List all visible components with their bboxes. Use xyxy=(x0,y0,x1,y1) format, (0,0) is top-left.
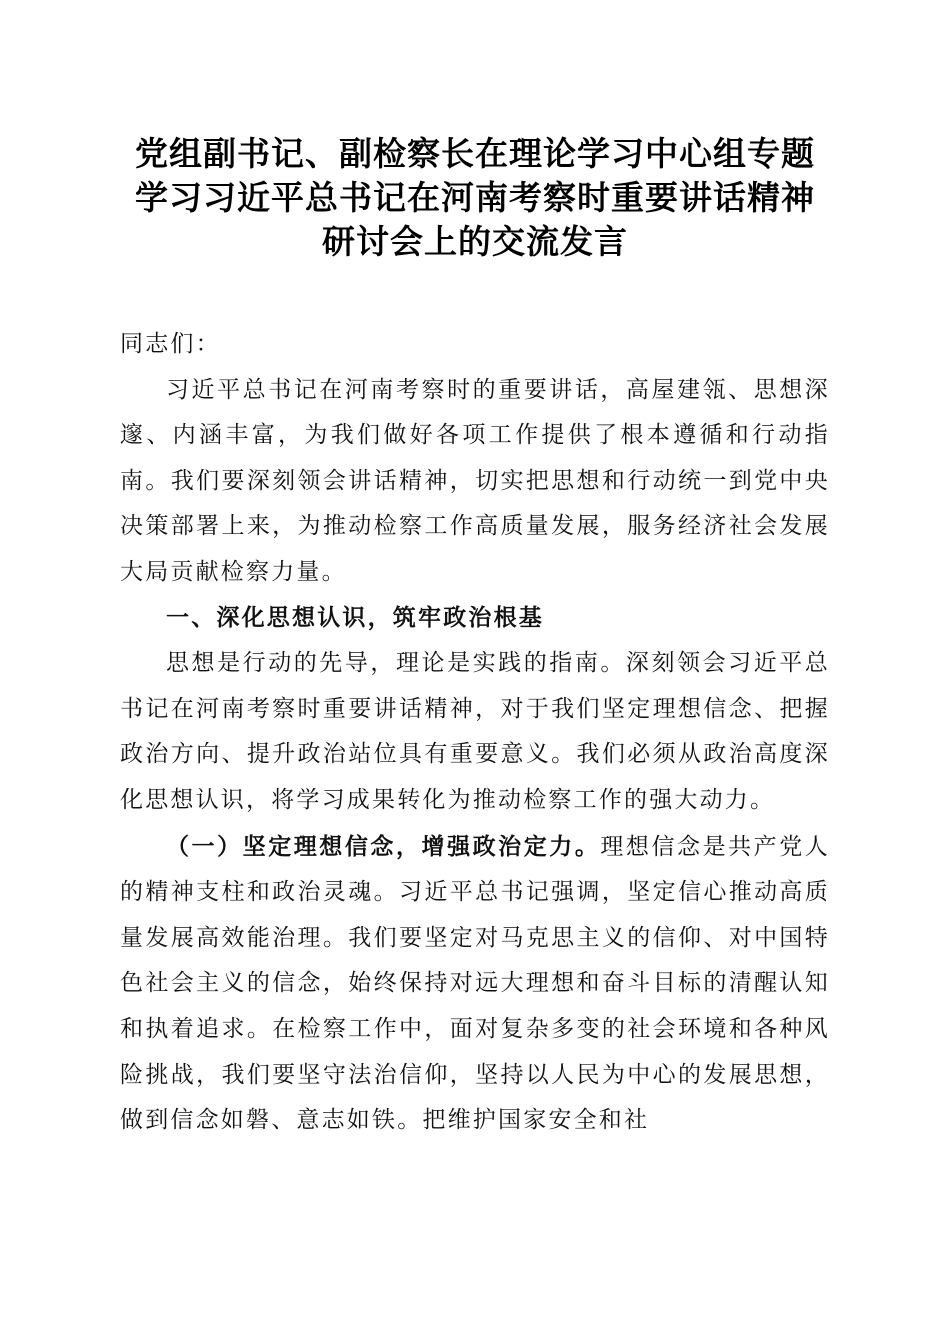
title-line-1: 党组副书记、副检察长在理论学习中心组专题 xyxy=(135,134,815,173)
subsection-1-lead: （一）坚定理想信念，增强政治定力。 xyxy=(166,832,601,860)
subsection-1-text: 理想信念是共产党人的精神支柱和政治灵魂。习近平总书记强调，坚定信心推动高质量发展高效能治理。我们要坚定对马克思主义的信仰、对中国特色社会主义的信念，始终保持对远大理想和奋斗目标的清醒认知和执着追求。在检察工作中，面对复杂多变的社会环境和各种风险挑战，我们要坚守法治信仰，坚持以人民为中心的发展思想，做到信念如磐、意志如铁。把维护国家安全和社 xyxy=(120,833,830,1134)
subsection-1-paragraph xyxy=(120,824,830,1144)
document-title xyxy=(108,132,842,264)
document-body xyxy=(120,322,830,1144)
section-1-paragraph: 思想是行动的先导，理论是实践的指南。深刻领会习近平总书记在河南考察时重要讲话精神，对于我们坚定理想信念、把握政治方向、提升政治站位具有重要意义。我们必须从政治高度深化思想认识，将学习成果转化为推动检察工作的强大动力。 xyxy=(120,650,830,813)
greeting: 同志们： xyxy=(120,331,221,357)
section-1-heading: 一、深化思想认识，筑牢政治根基 xyxy=(166,604,544,631)
title-line-2: 学习习近平总书记在河南考察时重要讲话精神 xyxy=(135,178,815,217)
title-line-3: 研讨会上的交流发言 xyxy=(322,222,628,261)
intro-paragraph: 习近平总书记在河南考察时的重要讲话，高屋建瓴、思想深邃、内涵丰富，为我们做好各项工作提供了根本遵循和行动指南。我们要深刻领会讲话精神，切实把思想和行动统一到党中央决策部署上来，为推动检察工作高质量发展，服务经济社会发展大局贡献检察力量。 xyxy=(120,376,830,585)
